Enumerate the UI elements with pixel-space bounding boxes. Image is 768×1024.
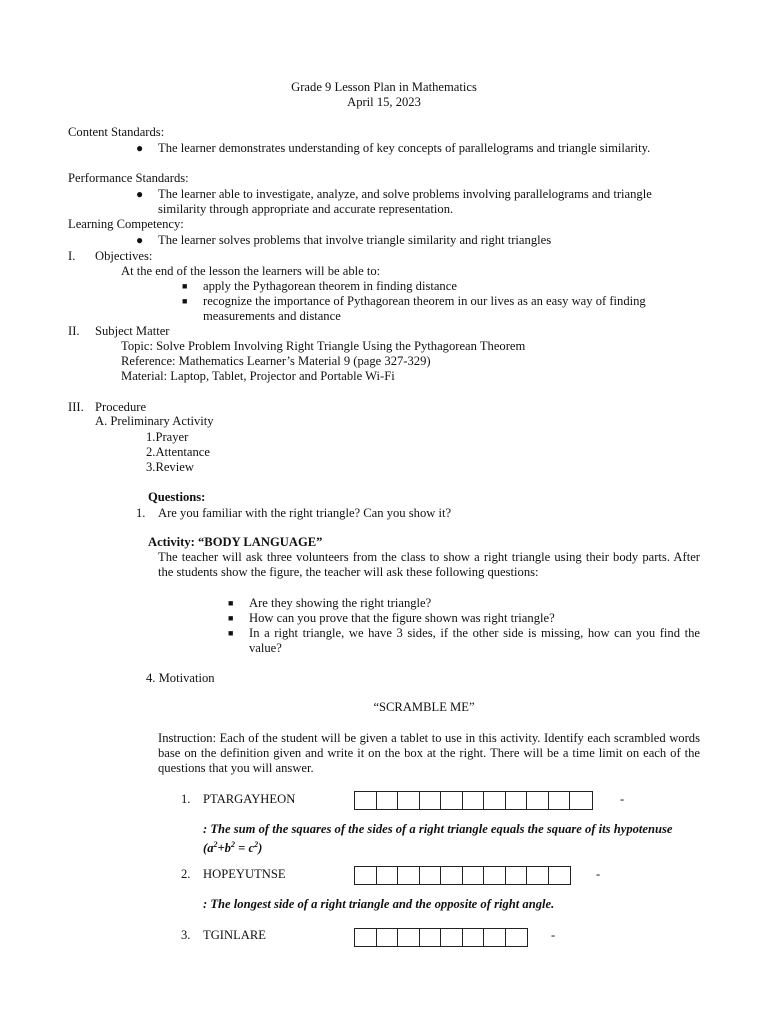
questions-heading: Questions: <box>148 490 206 504</box>
objective-item: recognize the importance of Pythagorean theorem in our lives as an easy way of finding measurements and distance <box>203 294 646 323</box>
objectives-intro: At the end of the lesson the learners will be able to: <box>121 264 381 278</box>
question-text: Are you familiar with the right triangle? Can you show it? <box>158 506 452 520</box>
answer-boxes[interactable] <box>354 928 528 947</box>
activity-question: Are they showing the right triangle? <box>249 596 432 610</box>
letter-box[interactable] <box>420 792 442 809</box>
letter-box[interactable] <box>441 929 463 946</box>
letter-box[interactable] <box>463 867 485 884</box>
letter-box[interactable] <box>570 792 592 809</box>
answer-boxes[interactable] <box>354 791 593 810</box>
answer-boxes[interactable] <box>354 866 571 885</box>
procedure-step: 1.Prayer <box>146 430 189 444</box>
learning-competency-text: The learner solves problems that involve triangle similarity and right triangles <box>158 233 552 247</box>
square-bullet-icon: ■ <box>228 613 234 623</box>
scramble-number: 1. <box>181 792 191 806</box>
performance-standards-label: Performance Standards: <box>68 171 189 185</box>
letter-box[interactable] <box>377 792 399 809</box>
letter-box[interactable] <box>527 867 549 884</box>
square-bullet-icon: ■ <box>228 598 234 608</box>
letter-box[interactable] <box>420 867 442 884</box>
performance-standards-text: The learner able to investigate, analyze, and solve problems involving parallelograms and triangle similarity through appropriate and accurate representation. <box>158 187 652 216</box>
document-title: Grade 9 Lesson Plan in Mathematics <box>291 80 477 94</box>
procedure-heading: Procedure <box>95 400 147 414</box>
letter-box[interactable] <box>506 867 528 884</box>
activity-heading: Activity: “BODY LANGUAGE” <box>148 535 323 549</box>
letter-box[interactable] <box>549 867 571 884</box>
scramble-title: “SCRAMBLE ME” <box>373 700 475 714</box>
letter-box[interactable] <box>398 929 420 946</box>
question-number: 1. <box>136 506 146 520</box>
subject-matter-heading: Subject Matter <box>95 324 170 338</box>
square-bullet-icon: ■ <box>182 296 188 306</box>
scramble-word: TGINLARE <box>203 928 266 942</box>
activity-question: How can you prove that the figure shown was right triangle? <box>249 611 555 625</box>
letter-box[interactable] <box>398 792 420 809</box>
letter-box[interactable] <box>398 867 420 884</box>
letter-box[interactable] <box>506 792 528 809</box>
letter-box[interactable] <box>355 929 377 946</box>
letter-box[interactable] <box>484 867 506 884</box>
letter-box[interactable] <box>355 867 377 884</box>
content-standards-text: The learner demonstrates understanding of key concepts of parallelograms and triangle similarity. <box>158 141 651 155</box>
scramble-instruction: Instruction: Each of the student will be given a tablet to use in this activity. Identify each scrambled words base on the definition given and write it on the box at the right. There will be a time limit on each of the questions that you will answer. <box>158 731 700 775</box>
square-bullet-icon: ■ <box>228 628 234 638</box>
procedure-step: 2.Attentance <box>146 445 210 459</box>
learning-competency-label: Learning Competency: <box>68 217 184 231</box>
bullet-dot-icon: ● <box>136 187 144 201</box>
motivation-heading: 4. Motivation <box>146 671 215 685</box>
procedure-step: 3.Review <box>146 460 194 474</box>
scramble-number: 3. <box>181 928 191 942</box>
bullet-dot-icon: ● <box>136 141 144 155</box>
square-bullet-icon: ■ <box>182 281 188 291</box>
objective-item: apply the Pythagorean theorem in finding distance <box>203 279 457 293</box>
scramble-number: 2. <box>181 867 191 881</box>
scramble-dash: - <box>620 792 625 806</box>
letter-box[interactable] <box>377 867 399 884</box>
scramble-word: HOPEYUTNSE <box>203 867 286 881</box>
document-date: April 15, 2023 <box>347 95 421 109</box>
letter-box[interactable] <box>506 929 528 946</box>
subject-matter-material: Material: Laptop, Tablet, Projector and Portable Wi-Fi <box>121 369 395 383</box>
content-standards-label: Content Standards: <box>68 125 165 139</box>
scramble-word: PTARGAYHEON <box>203 792 296 806</box>
letter-box[interactable] <box>441 792 463 809</box>
letter-box[interactable] <box>420 929 442 946</box>
letter-box[interactable] <box>484 929 506 946</box>
activity-question: In a right triangle, we have 3 sides, if the other side is missing, how can you find the value? <box>249 626 700 655</box>
letter-box[interactable] <box>527 792 549 809</box>
letter-box[interactable] <box>549 792 571 809</box>
letter-box[interactable] <box>355 792 377 809</box>
letter-box[interactable] <box>463 792 485 809</box>
bullet-dot-icon: ● <box>136 233 144 247</box>
scramble-definition: : The longest side of a right triangle and the opposite of right angle. <box>203 897 555 911</box>
letter-box[interactable] <box>463 929 485 946</box>
objectives-heading: Objectives: <box>95 249 153 263</box>
letter-box[interactable] <box>484 792 506 809</box>
scramble-definition: : The sum of the squares of the sides of a right triangle equals the square of its hypotenuse $(a^2+b^2 = c^2)$ <box>203 822 673 856</box>
subject-matter-topic: Topic: Solve Problem Involving Right Triangle Using the Pythagorean Theorem <box>121 339 526 353</box>
preliminary-activity-heading: A. Preliminary Activity <box>95 414 214 428</box>
letter-box[interactable] <box>377 929 399 946</box>
scramble-dash: - <box>596 867 601 881</box>
letter-box[interactable] <box>441 867 463 884</box>
section-number: I. <box>68 249 76 263</box>
scramble-dash: - <box>551 928 556 942</box>
subject-matter-reference: Reference: Mathematics Learner’s Material 9 (page 327-329) <box>121 354 431 368</box>
section-number: II. <box>68 324 80 338</box>
section-number: III. <box>68 400 84 414</box>
activity-description: The teacher will ask three volunteers from the class to show a right triangle using their body parts. After the students show the figure, the teacher will ask these following questions: <box>158 550 700 579</box>
